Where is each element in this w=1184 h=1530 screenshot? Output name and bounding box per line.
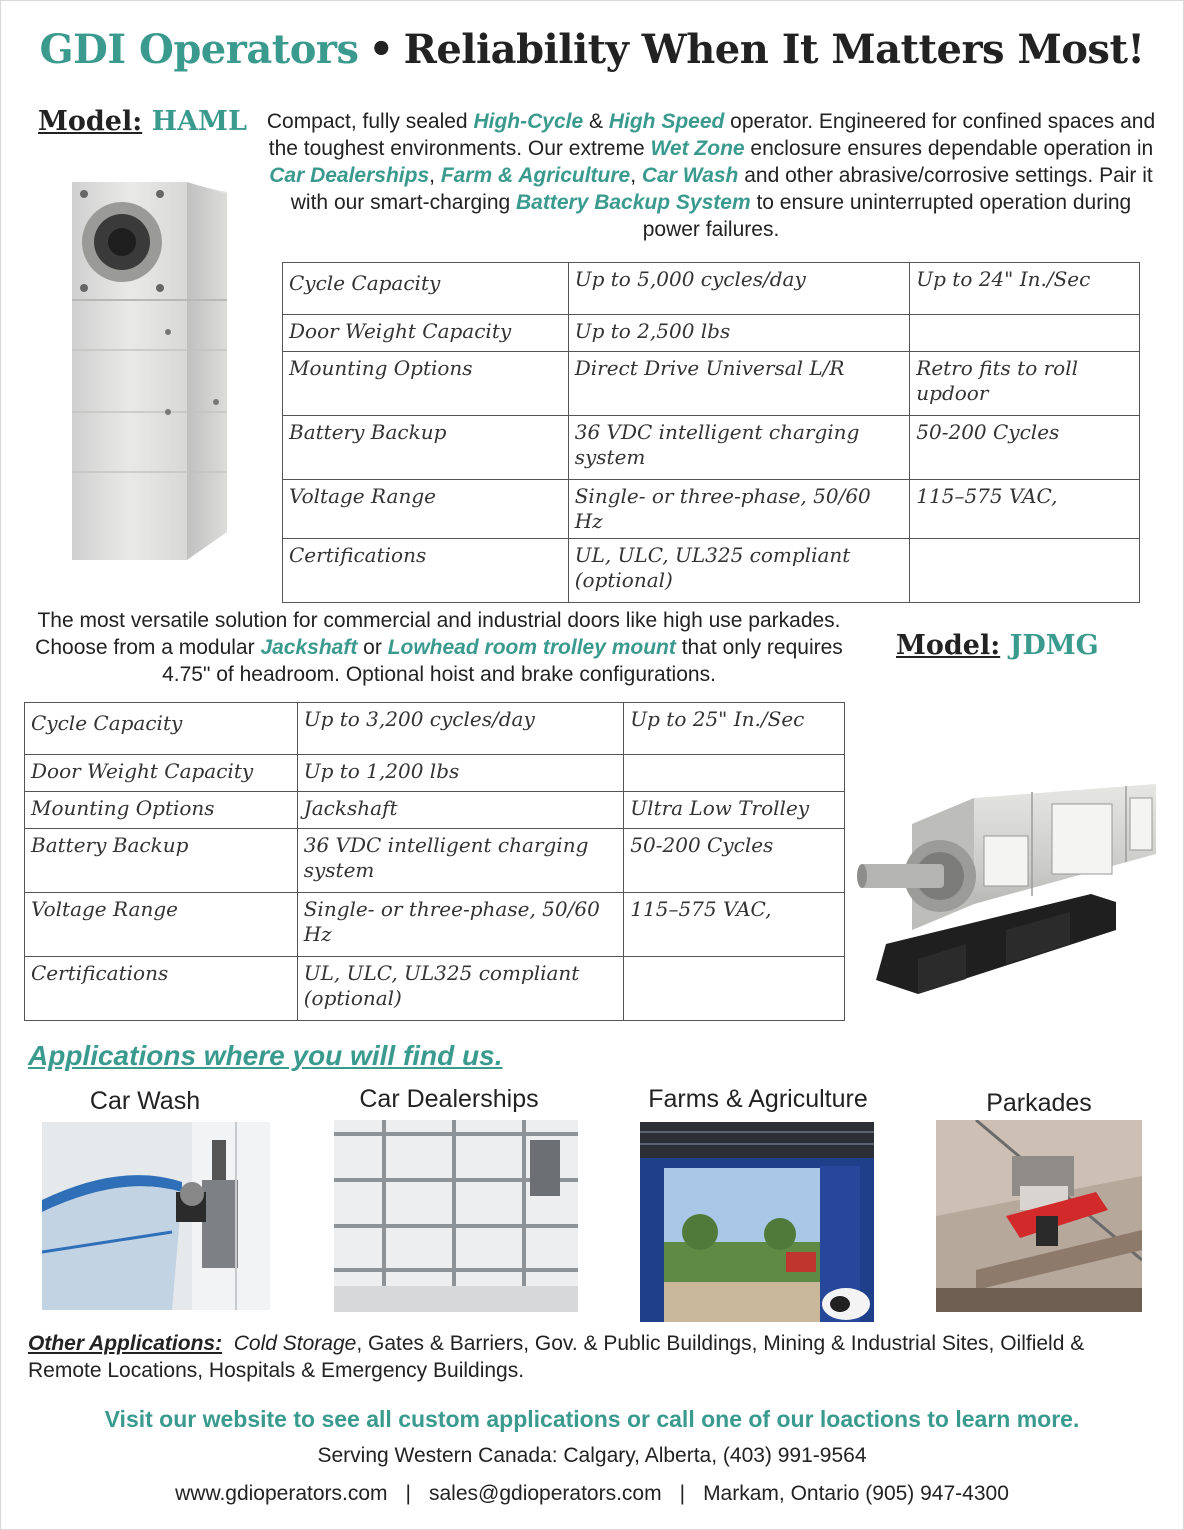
description-text: and other abrasive/corrosive settings. Pair it with our smart-charging bbox=[290, 164, 1153, 214]
spec-row bbox=[283, 352, 1140, 416]
page-title bbox=[0, 26, 1184, 73]
description-text: , bbox=[429, 164, 441, 187]
app-label-car-dealerships: Car Dealerships bbox=[359, 1085, 539, 1113]
highlight-term: High-Cycle bbox=[473, 110, 584, 133]
spec-extra-cell: Up to 25" In./Sec bbox=[624, 703, 845, 755]
spec-value-cell: UL, ULC, UL325 compliant (optional) bbox=[297, 957, 624, 1021]
spec-row bbox=[25, 755, 845, 792]
spec-value-cell: Up to 5,000 cycles/day bbox=[568, 263, 910, 315]
jdmg-model-label bbox=[896, 630, 1099, 661]
serving-western-canada: Serving Western Canada: Calgary, Alberta, (403) 991-9564 bbox=[317, 1444, 867, 1467]
spec-value-cell: 36 VDC intelligent charging system bbox=[568, 416, 910, 480]
highlight-term: Jackshaft bbox=[260, 636, 358, 659]
spec-value-cell: 36 VDC intelligent charging system bbox=[297, 829, 624, 893]
spec-label-cell: Voltage Range bbox=[283, 480, 569, 539]
spec-label-cell: Battery Backup bbox=[25, 829, 298, 893]
spec-row bbox=[25, 957, 845, 1021]
car-wash-photo bbox=[42, 1122, 270, 1310]
spec-label-cell: Voltage Range bbox=[25, 893, 298, 957]
app-label-farms-agriculture: Farms & Agriculture bbox=[648, 1085, 868, 1113]
spec-label-cell: Door Weight Capacity bbox=[25, 755, 298, 792]
applications-heading: Applications where you will find us. bbox=[28, 1040, 503, 1071]
parkades-photo bbox=[936, 1120, 1142, 1312]
spec-row bbox=[283, 263, 1140, 315]
visit-website-callout: Visit our website to see all custom applications or call one of our loactions to learn more. bbox=[104, 1406, 1080, 1432]
spec-value-cell: UL, ULC, UL325 compliant (optional) bbox=[568, 539, 910, 603]
jdmg-model-prefix: Model: bbox=[896, 630, 1001, 661]
jdmg-model-name: JDMG bbox=[1009, 630, 1099, 661]
spec-extra-cell: 115–575 VAC, bbox=[910, 480, 1140, 539]
contact-separator: | bbox=[405, 1482, 411, 1505]
tagline: Reliability When It Matters Most! bbox=[403, 26, 1145, 73]
highlight-term: Lowhead room trolley mount bbox=[387, 636, 676, 659]
spec-label-cell: Cycle Capacity bbox=[25, 703, 298, 755]
jdmg-spec-table bbox=[24, 702, 845, 1021]
spec-value-cell: Up to 2,500 lbs bbox=[568, 315, 910, 352]
other-applications-first: Cold Storage bbox=[233, 1332, 357, 1355]
email-link[interactable]: sales@gdioperators.com bbox=[429, 1482, 662, 1505]
spec-label-cell: Mounting Options bbox=[25, 792, 298, 829]
spec-extra-cell: Ultra Low Trolley bbox=[624, 792, 845, 829]
haml-operator-photo bbox=[32, 152, 238, 572]
spec-extra-cell: 50-200 Cycles bbox=[624, 829, 845, 893]
description-text: , bbox=[630, 164, 642, 187]
highlight-term: Car Dealerships bbox=[269, 164, 430, 187]
spec-value-cell: Jackshaft bbox=[297, 792, 624, 829]
haml-model-name: HAML bbox=[151, 106, 247, 137]
spec-row bbox=[283, 539, 1140, 603]
spec-row bbox=[25, 792, 845, 829]
spec-row bbox=[25, 829, 845, 893]
spec-row bbox=[283, 416, 1140, 480]
highlight-term: High Speed bbox=[608, 110, 725, 133]
spec-row bbox=[283, 315, 1140, 352]
highlight-term: Battery Backup System bbox=[516, 191, 751, 214]
haml-model-prefix: Model: bbox=[38, 106, 143, 137]
spec-value-cell: Single- or three-phase, 50/60 Hz bbox=[297, 893, 624, 957]
description-text: The most versatile solution for commercial and industrial doors like high use parkades. Choose from a modular bbox=[35, 609, 841, 659]
contact-separator: | bbox=[679, 1482, 686, 1505]
other-applications bbox=[28, 1330, 1158, 1384]
spec-extra-cell: 115–575 VAC, bbox=[624, 893, 845, 957]
title-separator: • bbox=[368, 26, 394, 73]
spec-row bbox=[283, 480, 1140, 539]
description-text: operator. Engineered for confined spaces and the toughest environments. Our extreme bbox=[268, 110, 1156, 160]
spec-label-cell: Cycle Capacity bbox=[283, 263, 569, 315]
jdmg-operator-photo bbox=[856, 744, 1166, 1020]
description-text: to ensure uninterrupted operation during power failures. bbox=[642, 191, 1132, 241]
haml-spec-table bbox=[282, 262, 1140, 603]
other-applications-heading: Other Applications: bbox=[28, 1332, 223, 1355]
highlight-term: Farm & Agriculture bbox=[440, 164, 631, 187]
highlight-term: Wet Zone bbox=[650, 137, 745, 160]
spec-label-cell: Door Weight Capacity bbox=[283, 315, 569, 352]
spec-row bbox=[25, 703, 845, 755]
spec-row bbox=[25, 893, 845, 957]
haml-model-label bbox=[38, 106, 247, 137]
description-text: or bbox=[357, 636, 388, 659]
brand-name: GDI Operators bbox=[39, 26, 359, 73]
spec-value-cell: Up to 1,200 lbs bbox=[297, 755, 624, 792]
spec-extra-cell: 50-200 Cycles bbox=[910, 416, 1140, 480]
spec-extra-cell bbox=[910, 315, 1140, 352]
farms-agriculture-photo bbox=[640, 1122, 874, 1322]
spec-value-cell: Single- or three-phase, 50/60 Hz bbox=[568, 480, 910, 539]
car-dealerships-photo bbox=[334, 1120, 578, 1312]
app-label-parkades: Parkades bbox=[986, 1089, 1092, 1117]
other-applications-list: , Gates & Barriers, Gov. & Public Buildings, Mining & Industrial Sites, Oilfield & Remote Locations, Hospitals & Emergency Buildings. bbox=[28, 1332, 1085, 1382]
description-text: that only requires 4.75" of headroom. Optional hoist and brake configurations. bbox=[162, 636, 843, 686]
spec-value-cell: Up to 3,200 cycles/day bbox=[297, 703, 624, 755]
spec-label-cell: Battery Backup bbox=[283, 416, 569, 480]
description-text: enclosure ensures dependable operation in bbox=[744, 137, 1154, 160]
description-text: & bbox=[583, 110, 609, 133]
spec-label-cell: Certifications bbox=[25, 957, 298, 1021]
spec-extra-cell: Up to 24" In./Sec bbox=[910, 263, 1140, 315]
spec-label-cell: Certifications bbox=[283, 539, 569, 603]
spec-value-cell: Direct Drive Universal L/R bbox=[568, 352, 910, 416]
highlight-term: Car Wash bbox=[641, 164, 739, 187]
ontario-location: Markam, Ontario (905) 947-4300 bbox=[703, 1482, 1009, 1505]
jdmg-description bbox=[24, 607, 854, 688]
spec-extra-cell bbox=[910, 539, 1140, 603]
spec-extra-cell: Retro fits to roll updoor bbox=[910, 352, 1140, 416]
contact-line bbox=[0, 1482, 1184, 1506]
haml-description bbox=[264, 108, 1158, 243]
spec-extra-cell bbox=[624, 957, 845, 1021]
spec-extra-cell bbox=[624, 755, 845, 792]
app-label-car-wash: Car Wash bbox=[89, 1087, 201, 1115]
spec-label-cell: Mounting Options bbox=[283, 352, 569, 416]
website-link[interactable]: www.gdioperators.com bbox=[175, 1482, 388, 1505]
description-text: Compact, fully sealed bbox=[266, 110, 474, 133]
